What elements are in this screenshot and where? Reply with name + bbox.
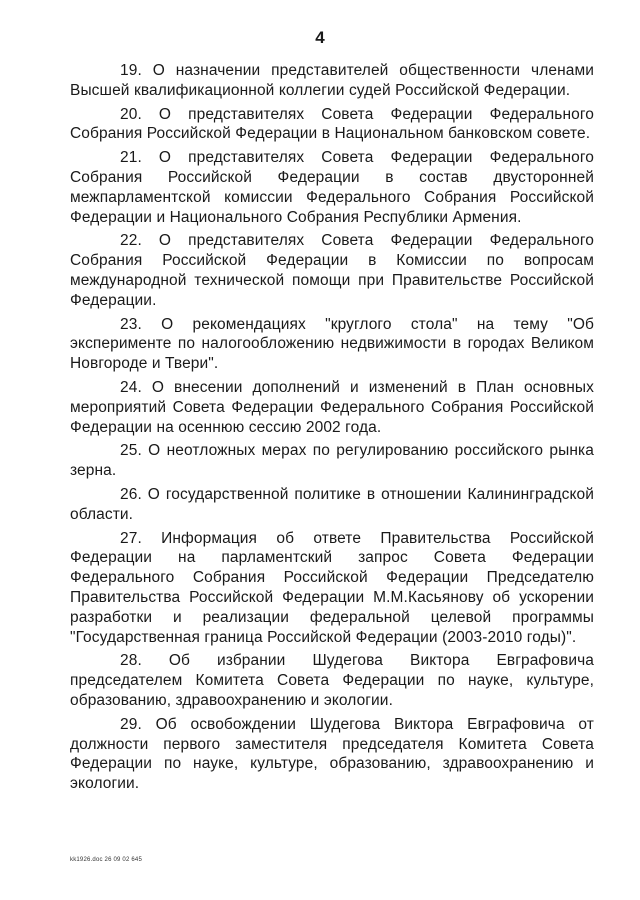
- agenda-item-20: 20. О представителях Совета Федерации Федерального Собрания Российской Федерации в Национальном банковском совете.: [70, 105, 594, 143]
- document-footer: kk1926.doc 26 09 02 645: [70, 857, 142, 863]
- agenda-item-22: 22. О представителях Совета Федерации Федерального Собрания Российской Федерации в Комиссии по вопросам международной технической помощи при Правительстве Российской Федерации.: [70, 232, 594, 309]
- agenda-item-26: 26. О государственной политике в отношении Калининградской области.: [70, 485, 594, 523]
- agenda-item-27: 27. Информация об ответе Правительства Российской Федерации на парламентский запрос Совета Федерации Федерального Собрания Российской Федерации Председателю Правительства Российской Федерации М.М.Касьянову об ускорении разработки и реализации федеральной целевой программы "Государственная граница Российской Федерации (2003-2010 годы)".: [70, 529, 594, 646]
- agenda-item-25: 25. О неотложных мерах по регулированию российского рынка зерна.: [70, 442, 594, 480]
- agenda-item-29: 29. Об освобождении Шудегова Виктора Евграфовича от должности первого заместителя председателя Комитета Совета Федерации по науке, культуре, образованию, здравоохранению и экологии.: [70, 715, 594, 793]
- agenda-item-23: 23. О рекомендациях "круглого стола" на тему "Об эксперименте по налогообложению недвижимости в городах Великом Новгороде и Твери".: [70, 315, 594, 373]
- page-number: 4: [315, 28, 325, 47]
- agenda-item-24: 24. О внесении дополнений и изменений в План основных мероприятий Совета Федерации Федерального Собрания Российской Федерации на осеннюю сессию 2002 года.: [70, 378, 594, 436]
- agenda-item-19: 19. О назначении представителей общественности членами Высшей квалификационной коллегии судей Российской Федерации.: [70, 62, 594, 99]
- agenda-item-28: 28. Об избрании Шудегова Виктора Евграфовича председателем Комитета Совета Федерации по науке, культуре, образованию, здравоохранению и экологии.: [70, 652, 594, 709]
- agenda-item-21: 21. О представителях Совета Федерации Федерального Собрания Российской Федерации в состав двусторонней межпарламентской комиссии Федерального Собрания Российской Федерации и Национального Собрания Республики Армения.: [70, 149, 594, 226]
- agenda-items-list: [70, 61, 594, 798]
